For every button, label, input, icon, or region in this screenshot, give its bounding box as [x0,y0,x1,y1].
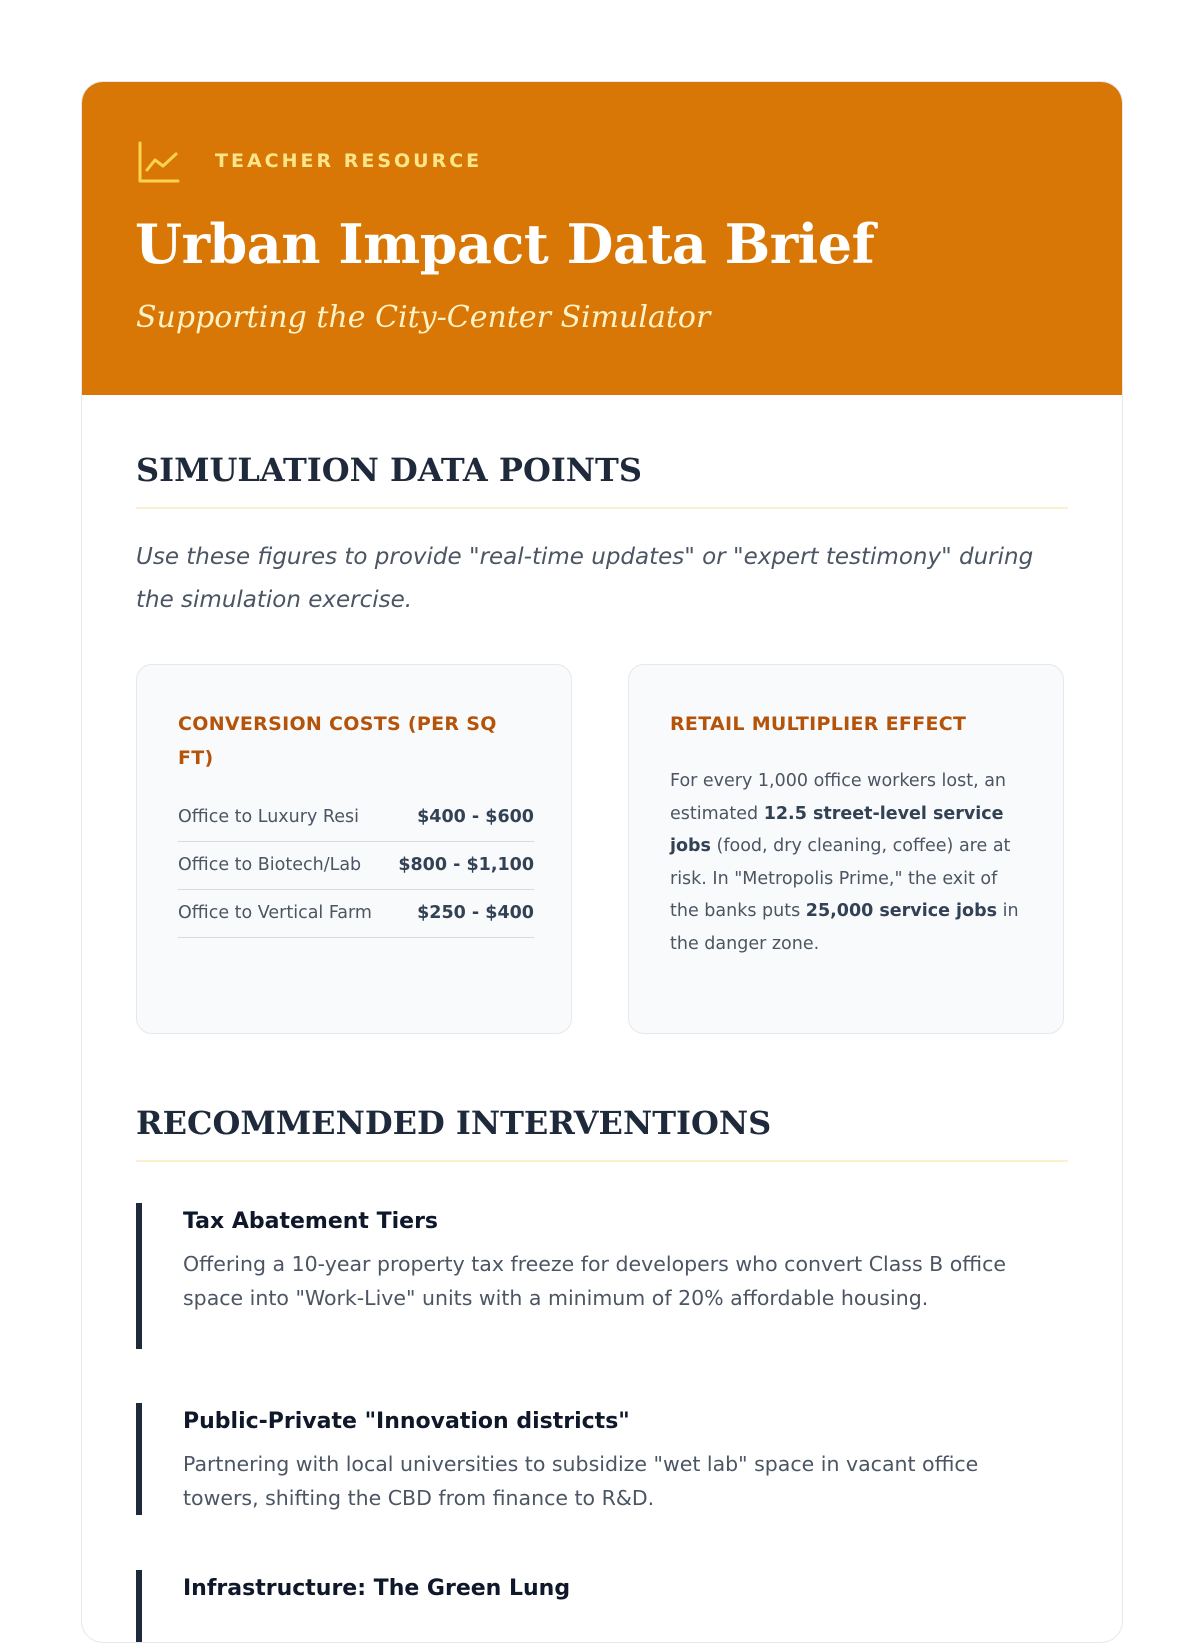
cost-value: $400 - $600 [417,807,534,827]
cost-row [178,793,534,842]
cost-row [178,889,534,938]
cost-label: Office to Vertical Farm [178,903,372,923]
cost-value: $800 - $1,100 [398,855,534,875]
header-banner [82,82,1122,395]
service-jobs-at-risk: 25,000 service jobs [805,901,998,921]
cost-label: Office to Biotech/Lab [178,855,362,875]
conversion-costs-title: CONVERSION COSTS (PER SQ FT) [178,713,497,769]
intervention-item [136,1570,1072,1643]
simulation-heading: SIMULATION DATA POINTS [136,451,642,489]
intervention-title: Infrastructure: The Green Lung [183,1576,571,1601]
interventions-heading: RECOMMENDED INTERVENTIONS [136,1104,772,1142]
section-divider [136,507,1068,509]
chart-line-icon [136,139,182,185]
intervention-title: Tax Abatement Tiers [183,1209,439,1234]
retail-multiplier-text: For every 1,000 office workers lost, an estimated 12.5 street-level service jobs (food, dry cleaning, coffee) are at risk. In "Metropolis Prime," the exit of the banks puts 25,000 service jobs in the danger zone. [670,771,1019,954]
cost-row [178,841,534,890]
cost-label: Office to Luxury Resi [178,807,359,827]
intervention-title: Public-Private "Innovation districts" [183,1409,630,1434]
service-jobs-estimate: 12.5 street-level service jobs [670,803,1004,856]
intervention-item [136,1203,1072,1349]
intervention-item [136,1403,1072,1515]
retail-multiplier-box [628,664,1064,1034]
retail-multiplier-title: RETAIL MULTIPLIER EFFECT [670,713,967,735]
conversion-costs-box [136,664,572,1034]
section-divider [136,1160,1068,1162]
intervention-description: Offering a 10-year property tax freeze for developers who convert Class B office space into "Work-Live" units with a minimum of 20% affordable housing. [183,1252,1006,1310]
brief-card [81,81,1123,1643]
cost-value: $250 - $400 [417,903,534,923]
intervention-description: Partnering with local universities to subsidize "wet lab" space in vacant office towers, shifting the CBD from finance to R&D. [183,1452,979,1510]
intro-text: Use these figures to provide "real-time updates" or "expert testimony" during the simulation exercise. [136,544,1034,613]
page-subtitle: Supporting the City-Center Simulator [136,300,711,335]
eyebrow-label: TEACHER RESOURCE [215,150,483,172]
page-title: Urban Impact Data Brief [135,212,875,276]
